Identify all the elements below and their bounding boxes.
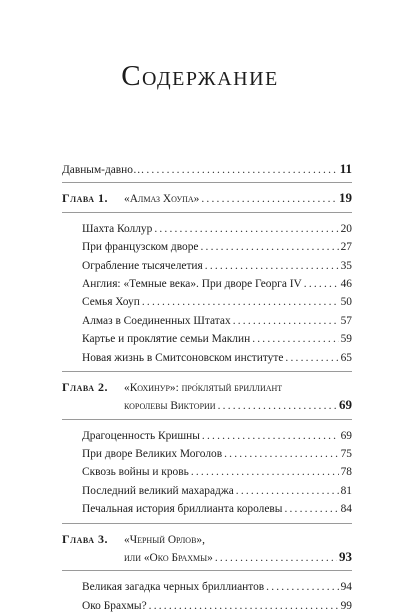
- toc-entry-intro[interactable]: [62, 160, 352, 178]
- section-page: 84: [340, 503, 352, 516]
- divider: [62, 212, 352, 213]
- chapter-title: «Кохинур»: про́клятый бриллиант: [124, 381, 283, 394]
- section-label: Великая загадка черных бриллиантов: [82, 581, 265, 594]
- section-page: 46: [340, 277, 352, 290]
- leader-dots: [233, 312, 339, 330]
- toc-section[interactable]: [62, 500, 352, 518]
- leader-dots: [200, 238, 338, 256]
- toc-section[interactable]: [62, 293, 352, 311]
- toc-section[interactable]: [62, 257, 352, 275]
- section-label: Последний великий махараджа: [82, 484, 234, 497]
- leader-dots: [304, 275, 339, 293]
- chapter-page: 69: [339, 397, 352, 413]
- section-label: При дворе Великих Моголов: [82, 448, 223, 461]
- divider: [62, 419, 352, 420]
- section-label: Сквозь войны и кровь: [82, 466, 189, 479]
- chapter-page: 93: [339, 549, 352, 565]
- chapter-number: Глава 3.: [62, 531, 108, 546]
- leader-dots: [224, 445, 339, 463]
- section-page: 59: [340, 333, 352, 346]
- section-page: 78: [340, 466, 352, 479]
- section-label: При французском дворе: [82, 241, 199, 254]
- divider: [62, 523, 352, 524]
- leader-dots: [205, 257, 339, 275]
- section-label: Алмаз в Соединенных Штатах: [82, 314, 231, 327]
- divider: [62, 371, 352, 372]
- section-label: Око Брахмы?: [82, 599, 147, 612]
- leader-dots: [146, 161, 337, 179]
- chapter-page: 19: [339, 190, 352, 206]
- section-page: 50: [340, 296, 352, 309]
- toc-section[interactable]: [62, 275, 352, 293]
- leader-dots: [285, 349, 338, 367]
- chapter-heading-continued[interactable]: [62, 548, 352, 566]
- leader-dots: [252, 330, 338, 348]
- leader-dots: [215, 549, 337, 567]
- section-page: 99: [340, 599, 352, 612]
- toc-section[interactable]: [62, 349, 352, 367]
- toc-section[interactable]: [62, 578, 352, 596]
- chapter-number: Глава 2.: [62, 379, 108, 394]
- toc-section[interactable]: [62, 482, 352, 500]
- divider: [62, 182, 352, 183]
- toc-entry-page: 11: [339, 161, 352, 176]
- leader-dots: [266, 578, 338, 596]
- chapter-3: [62, 530, 352, 615]
- chapter-heading[interactable]: [62, 378, 352, 396]
- chapter-1: [62, 189, 352, 372]
- leader-dots: [149, 597, 339, 615]
- section-page: 65: [340, 351, 352, 364]
- toc-section[interactable]: [62, 220, 352, 238]
- leader-dots: [201, 190, 337, 208]
- chapter-heading[interactable]: [62, 530, 352, 548]
- toc-section[interactable]: [62, 427, 352, 445]
- section-page: 94: [340, 581, 352, 594]
- toc-section[interactable]: [62, 463, 352, 481]
- section-page: 69: [340, 429, 352, 442]
- section-page: 20: [340, 222, 352, 235]
- section-label: Шахта Коллур: [82, 222, 153, 235]
- section-page: 35: [340, 259, 352, 272]
- section-label: Картье и проклятие семьи Маклин: [82, 333, 251, 346]
- chapter-title: «Черный Орлов»,: [124, 533, 205, 546]
- chapter-number: Глава 1.: [62, 191, 108, 206]
- leader-dots: [154, 220, 338, 238]
- section-label: Ограбление тысячелетия: [82, 259, 203, 272]
- leader-dots: [218, 397, 337, 415]
- divider: [62, 570, 352, 571]
- section-page: 81: [340, 484, 352, 497]
- toc-section[interactable]: [62, 445, 352, 463]
- chapter-heading[interactable]: [62, 189, 352, 207]
- chapter-title: «Алмаз Хоупа»: [124, 193, 200, 206]
- leader-dots: [202, 427, 339, 445]
- toc-section[interactable]: [62, 312, 352, 330]
- section-label: Семья Хоуп: [82, 296, 140, 309]
- section-label: Печальная история бриллианта королевы: [82, 503, 283, 516]
- chapter-title-line2: королевы Виктории: [124, 400, 216, 413]
- toc-entry-label: Давным-давно…: [62, 164, 145, 176]
- chapter-heading-continued[interactable]: [62, 396, 352, 414]
- section-page: 75: [340, 448, 352, 461]
- toc-section[interactable]: [62, 597, 352, 615]
- chapter-2: [62, 378, 352, 524]
- table-of-contents: [62, 160, 352, 615]
- leader-dots: [191, 463, 339, 481]
- toc-section[interactable]: [62, 238, 352, 256]
- leader-dots: [142, 293, 339, 311]
- page-title: Содержание: [121, 60, 279, 92]
- section-page: 57: [340, 314, 352, 327]
- section-label: Новая жизнь в Смитсоновском институте: [82, 351, 284, 364]
- leader-dots: [236, 482, 339, 500]
- toc-section[interactable]: [62, 330, 352, 348]
- chapter-title-line2: или «Око Брахмы»: [124, 552, 213, 565]
- section-page: 27: [340, 241, 352, 254]
- section-label: Драгоценность Кришны: [82, 429, 200, 442]
- leader-dots: [284, 500, 338, 518]
- section-label: Англия: «Темные века». При дворе Георга IV: [82, 277, 302, 290]
